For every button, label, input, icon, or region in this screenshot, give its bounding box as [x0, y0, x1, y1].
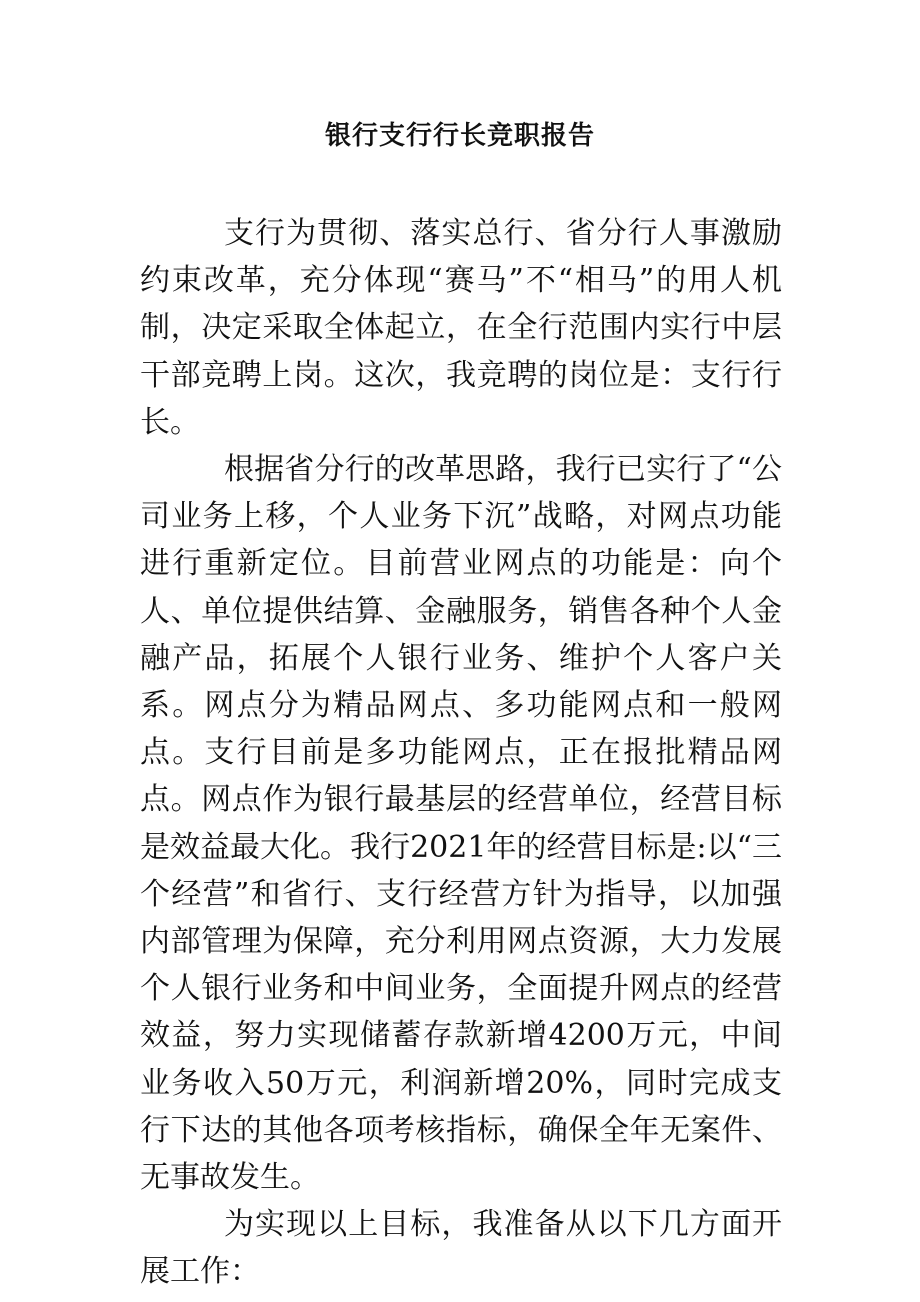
paragraph-3: 为实现以上目标，我准备从以下几方面开展工作： — [140, 1207, 782, 1290]
paragraph-1: 支行为贯彻、落实总行、省分行人事激励约束改革，充分体现“赛马”不“相马”的用人机制，决定采取全体起立，在全行范围内实行中层干部竞聘上岗。这次，我竞聘的岗位是：支行行长。 — [140, 216, 782, 440]
document-body — [140, 210, 782, 1296]
document-title: 银行支行行长竞职报告 — [324, 121, 595, 151]
paragraph-2: 根据省分行的改革思路，我行已实行了“公司业务上移，个人业务下沉”战略，对网点功能进行重新定位。目前营业网点的功能是：向个人、单位提供结算、金融服务，销售各种个人金融产品，拓展个人银行业务、维护个人客户关系。网点分为精品网点、多功能网点和一般网点。支行目前是多功能网点，正在报批精品网点。网点作为银行最基层的经营单位，经营目标是效益最大化。我行2021年的经营目标是:以“三个经营”和省行、支行经营方针为指导，以加强内部管理为保障，充分利用网点资源，大力发展个人银行业务和中间业务，全面提升网点的经营效益，努力实现储蓄存款新增4200万元，中间业务收入50万元，利润新增20%，同时完成支行下达的其他各项考核指标，确保全年无案件、无事故发生。 — [140, 452, 782, 1196]
